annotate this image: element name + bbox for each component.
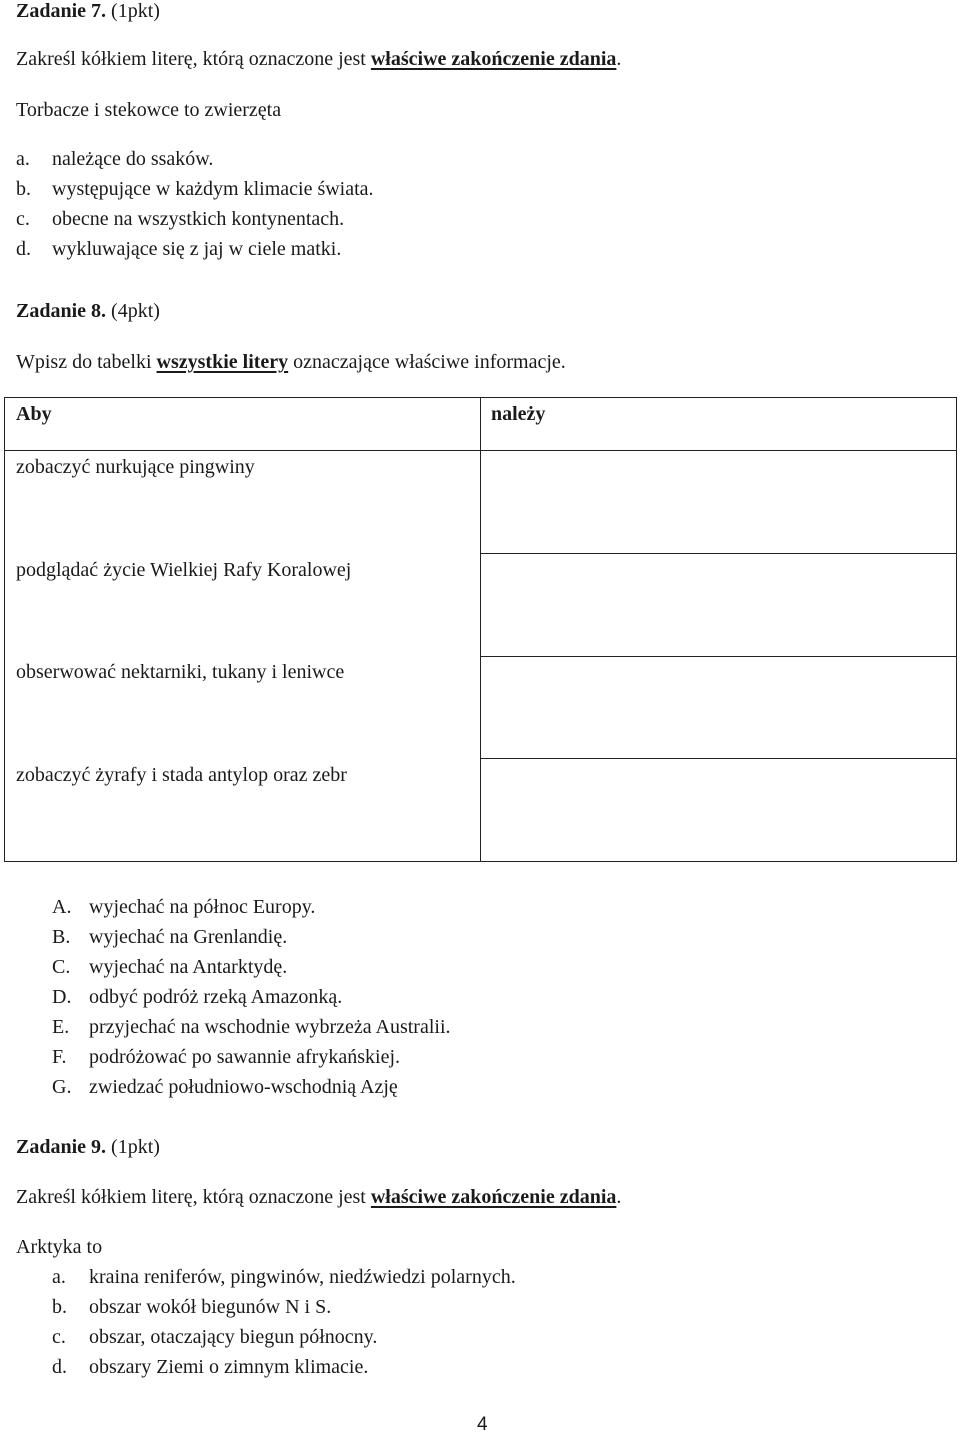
answer-text bbox=[481, 554, 956, 558]
task7-question: Torbacze i stekowce to zwierzęta bbox=[16, 99, 282, 121]
task9-title-text: Zadanie 9. bbox=[16, 1136, 107, 1158]
option-letter: D. bbox=[52, 986, 72, 1008]
option-text: przyjechać na wschodnie wybrzeża Australii. bbox=[89, 1016, 451, 1038]
table-row bbox=[5, 451, 957, 554]
option-text: kraina reniferów, pingwinów, niedźwiedzi polarnych. bbox=[89, 1266, 516, 1288]
option-text: obszar wokół biegunów N i S. bbox=[89, 1296, 332, 1318]
option-text: zwiedzać południowo-wschodnią Azję bbox=[89, 1076, 398, 1098]
answer-text bbox=[481, 657, 956, 661]
goal-cell bbox=[5, 554, 481, 657]
option-letter: c. bbox=[52, 1326, 66, 1348]
task8-title-text: Zadanie 8. bbox=[16, 300, 107, 322]
table-row bbox=[5, 759, 957, 862]
option-letter: A. bbox=[52, 896, 72, 918]
task9-instruction bbox=[16, 1185, 621, 1209]
option-text: obszar, otaczający biegun północny. bbox=[89, 1326, 378, 1348]
option-letter: G. bbox=[52, 1076, 72, 1098]
task9-title bbox=[16, 1135, 160, 1159]
option-letter: C. bbox=[52, 956, 71, 978]
task7-instruction-prefix: Zakreśl kółkiem literę, którą oznaczone jest bbox=[16, 48, 371, 70]
option-letter: E. bbox=[52, 1016, 70, 1038]
option-text: wyjechać na Grenlandię. bbox=[89, 926, 288, 948]
task8-title bbox=[16, 299, 160, 323]
answer-cell[interactable] bbox=[481, 554, 957, 657]
option-letter: F. bbox=[52, 1046, 67, 1068]
option-text: obecne na wszystkich kontynentach. bbox=[52, 208, 345, 230]
task8-points: (4pkt) bbox=[111, 300, 160, 322]
option-text: wyjechać na Antarktydę. bbox=[89, 956, 288, 978]
goal-cell bbox=[5, 656, 481, 759]
goal-text: zobaczyć nurkujące pingwiny bbox=[16, 456, 255, 479]
option-letter: b. bbox=[52, 1296, 67, 1318]
goal-text: zobaczyć żyrafy i stada antylop oraz zebr bbox=[16, 763, 347, 786]
answer-cell[interactable] bbox=[481, 656, 957, 759]
option-text: występujące w każdym klimacie świata. bbox=[52, 178, 374, 200]
option-letter: c. bbox=[16, 208, 30, 230]
task8-option-list bbox=[52, 895, 652, 1105]
goal-cell bbox=[5, 451, 481, 554]
option-letter: B. bbox=[52, 926, 71, 948]
answer-text bbox=[481, 759, 956, 763]
task9-question: Arktyka to bbox=[16, 1236, 103, 1258]
task8-instruction-prefix: Wpisz do tabelki bbox=[16, 351, 157, 373]
task8-instruction-emphasis: wszystkie litery bbox=[156, 351, 289, 373]
answer-cell[interactable] bbox=[481, 451, 957, 554]
answer-text bbox=[481, 451, 956, 455]
task8-instruction bbox=[16, 350, 566, 374]
task7-instruction-suffix: . bbox=[616, 48, 622, 70]
task9-instruction-emphasis: właściwe zakończenie zdania bbox=[370, 1186, 617, 1208]
task9-instruction-prefix: Zakreśl kółkiem literę, którą oznaczone jest bbox=[16, 1186, 371, 1208]
option-text: odbyć podróż rzeką Amazonką. bbox=[89, 986, 343, 1008]
option-text: wyjechać na północ Europy. bbox=[89, 896, 316, 918]
task7-option-list bbox=[16, 147, 516, 267]
task7-title bbox=[16, 0, 160, 23]
answer-cell[interactable] bbox=[481, 759, 957, 862]
task7-title-text: Zadanie 7. bbox=[16, 0, 107, 22]
table-row bbox=[5, 554, 957, 657]
task7-instruction-emphasis: właściwe zakończenie zdania bbox=[370, 48, 617, 70]
option-text: podróżować po sawannie afrykańskiej. bbox=[89, 1046, 400, 1068]
option-letter: b. bbox=[16, 178, 31, 200]
option-letter: a. bbox=[52, 1266, 66, 1288]
task9-option-list bbox=[52, 1265, 652, 1385]
option-letter: a. bbox=[16, 148, 30, 170]
task7-points: (1pkt) bbox=[111, 0, 160, 22]
task8-instruction-suffix: oznaczające właściwe informacje. bbox=[288, 351, 566, 373]
header-cell-aby bbox=[5, 398, 481, 451]
task7-instruction bbox=[16, 47, 621, 71]
table-header-row bbox=[5, 398, 957, 451]
table-row bbox=[5, 656, 957, 759]
goal-text: podglądać życie Wielkiej Rafy Koralowej bbox=[16, 558, 352, 581]
option-text: obszary Ziemi o zimnym klimacie. bbox=[89, 1356, 369, 1378]
answer-table bbox=[4, 397, 957, 862]
option-letter: d. bbox=[52, 1356, 67, 1378]
goal-text: obserwować nektarniki, tukany i leniwce bbox=[16, 661, 345, 684]
option-letter: d. bbox=[16, 238, 31, 260]
task9-points: (1pkt) bbox=[111, 1136, 160, 1158]
page-number: 4 bbox=[477, 1414, 488, 1435]
header-aby: Aby bbox=[16, 403, 52, 425]
header-cell-nalezy bbox=[481, 398, 957, 451]
option-text: wykluwające się z jaj w ciele matki. bbox=[52, 238, 342, 260]
goal-cell bbox=[5, 759, 481, 862]
header-nalezy: należy bbox=[491, 403, 546, 425]
task9-instruction-suffix: . bbox=[616, 1186, 622, 1208]
option-text: należące do ssaków. bbox=[52, 148, 214, 170]
